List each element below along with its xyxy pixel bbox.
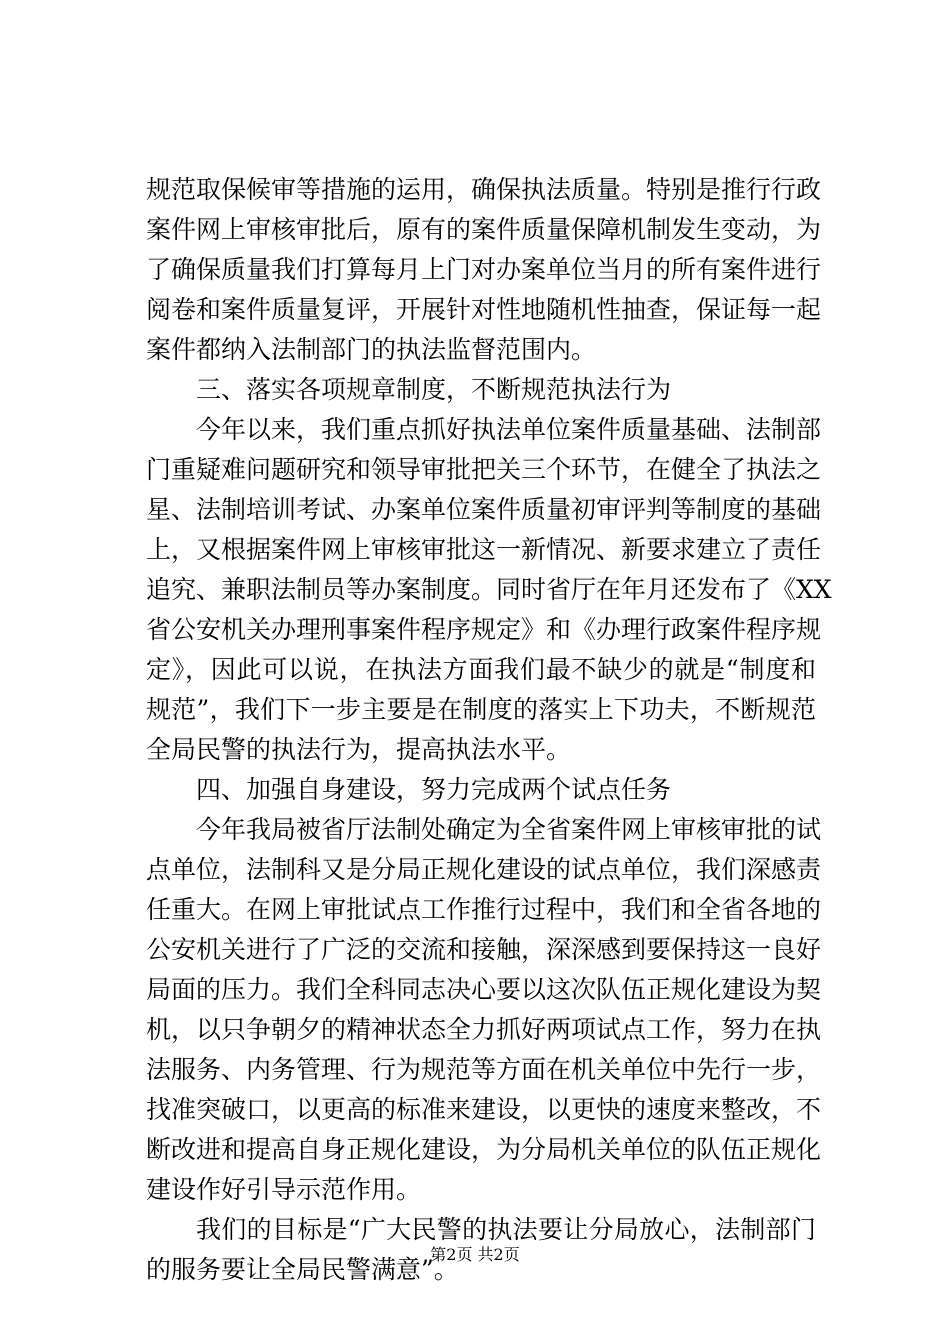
- text-line: 上，又根据案件网上审核审批这一新情况、新要求建立了责任: [146, 535, 822, 564]
- text-line: 点单位，法制科又是分局正规化建设的试点单位，我们深感责: [146, 855, 822, 884]
- text-line: 了确保质量我们打算每月上门对办案单位当月的所有案件进行: [146, 255, 822, 284]
- document-body: [146, 170, 832, 1290]
- text-line: 定》，因此可以说，在执法方面我们最不缺少的就是“制度和: [146, 655, 816, 684]
- text-line: 门重疑难问题研究和领导审批把关三个环节，在健全了执法之: [146, 455, 822, 484]
- text-line: 建设作好引导示范作用。: [146, 1175, 422, 1204]
- text-line: 追究、兼职法制员等办案制度。同时省厅在年月还发布了《XX: [146, 575, 832, 604]
- text-line: 今年我局被省厅法制处确定为全省案件网上审核审批的试: [196, 815, 822, 844]
- text-line: 局面的压力。我们全科同志决心要以这次队伍正规化建设为契: [146, 975, 822, 1004]
- text-line: 案件都纳入法制部门的执法监督范围内。: [146, 335, 597, 364]
- text-line: 断改进和提高自身正规化建设，为分局机关单位的队伍正规化: [146, 1135, 822, 1164]
- text-line: 星、法制培训考试、办案单位案件质量初审评判等制度的基础: [146, 495, 822, 524]
- text-line: 规范”，我们下一步主要是在制度的落实上下功夫，不断规范: [146, 695, 816, 724]
- text-line: 公安机关进行了广泛的交流和接触，深深感到要保持这一良好: [146, 935, 822, 964]
- text-line: 三、落实各项规章制度，不断规范执法行为: [196, 375, 672, 404]
- text-line: 规范取保候审等措施的运用，确保执法质量。特别是推行行政: [146, 175, 822, 204]
- text-line: 阅卷和案件质量复评，开展针对性地随机性抽查，保证每一起: [146, 295, 822, 324]
- text-line: 任重大。在网上审批试点工作推行过程中，我们和全省各地的: [146, 895, 822, 924]
- text-line: 的服务要让全局民警满意”。: [146, 1255, 459, 1284]
- text-line: 案件网上审核审批后，原有的案件质量保障机制发生变动，为: [146, 215, 822, 244]
- text-line: 机，以只争朝夕的精神状态全力抓好两项试点工作，努力在执: [146, 1015, 822, 1044]
- text-line: 全局民警的执法行为，提高执法水平。: [146, 735, 572, 764]
- text-line: 省公安机关办理刑事案件程序规定》和《办理行政案件程序规: [146, 615, 822, 644]
- page-footer: 第2页 共2页: [430, 1245, 520, 1264]
- text-line: 找准突破口，以更高的标准来建设，以更快的速度来整改，不: [146, 1095, 822, 1124]
- text-line: 今年以来，我们重点抓好执法单位案件质量基础、法制部: [196, 415, 822, 444]
- text-line: 四、加强自身建设，努力完成两个试点任务: [196, 775, 672, 804]
- text-line: 我们的目标是“广大民警的执法要让分局放心，法制部门: [196, 1215, 816, 1244]
- text-line: 法服务、内务管理、行为规范等方面在机关单位中先行一步，: [146, 1055, 822, 1084]
